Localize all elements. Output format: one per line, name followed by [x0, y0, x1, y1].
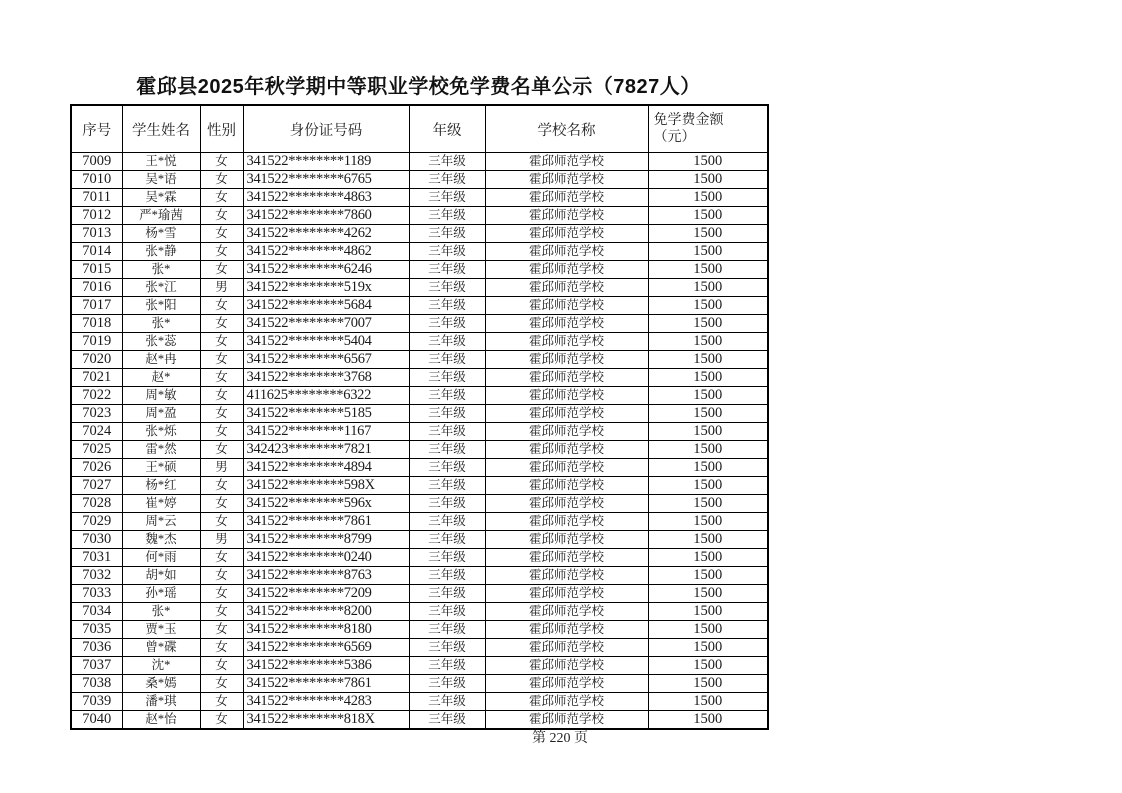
id-cell: 341522********519x	[243, 279, 409, 297]
amount-cell: 1500	[648, 711, 768, 730]
grade-cell: 三年级	[409, 657, 485, 675]
amount-cell: 1500	[648, 675, 768, 693]
table-body	[71, 153, 768, 730]
amount-cell: 1500	[648, 387, 768, 405]
name-cell: 赵*怡	[122, 711, 200, 730]
amount-cell: 1500	[648, 459, 768, 477]
id-cell: 341522********1167	[243, 423, 409, 441]
id-cell: 411625********6322	[243, 387, 409, 405]
serial-cell: 7038	[71, 675, 122, 693]
table-row	[71, 477, 768, 495]
id-cell: 341522********8200	[243, 603, 409, 621]
table-row	[71, 225, 768, 243]
table-row	[71, 531, 768, 549]
page-title: 霍邱县2025年秋学期中等职业学校免学费名单公示（7827人）	[136, 76, 701, 98]
serial-cell: 7021	[71, 369, 122, 387]
header-grade: 年级	[409, 105, 485, 153]
school-cell: 霍邱师范学校	[485, 387, 648, 405]
id-cell: 341522********7209	[243, 585, 409, 603]
school-cell: 霍邱师范学校	[485, 513, 648, 531]
school-cell: 霍邱师范学校	[485, 531, 648, 549]
id-cell: 341522********8763	[243, 567, 409, 585]
amount-cell: 1500	[648, 603, 768, 621]
serial-cell: 7010	[71, 171, 122, 189]
amount-cell: 1500	[648, 693, 768, 711]
table-row	[71, 459, 768, 477]
school-cell: 霍邱师范学校	[485, 693, 648, 711]
gender-cell: 女	[200, 369, 243, 387]
gender-cell: 女	[200, 567, 243, 585]
school-cell: 霍邱师范学校	[485, 207, 648, 225]
table-row	[71, 621, 768, 639]
gender-cell: 女	[200, 171, 243, 189]
table-row	[71, 279, 768, 297]
gender-cell: 女	[200, 153, 243, 171]
table-row	[71, 261, 768, 279]
exemption-roster-table	[70, 104, 769, 730]
grade-cell: 三年级	[409, 567, 485, 585]
name-cell: 张*阳	[122, 297, 200, 315]
id-cell: 341522********7860	[243, 207, 409, 225]
table-row	[71, 441, 768, 459]
amount-cell: 1500	[648, 315, 768, 333]
table-row	[71, 189, 768, 207]
school-cell: 霍邱师范学校	[485, 657, 648, 675]
gender-cell: 女	[200, 549, 243, 567]
table-row	[71, 369, 768, 387]
name-cell: 王*硕	[122, 459, 200, 477]
name-cell: 吴*霖	[122, 189, 200, 207]
gender-cell: 女	[200, 495, 243, 513]
name-cell: 胡*如	[122, 567, 200, 585]
amount-cell: 1500	[648, 657, 768, 675]
serial-cell: 7025	[71, 441, 122, 459]
name-cell: 雷*然	[122, 441, 200, 459]
grade-cell: 三年级	[409, 459, 485, 477]
grade-cell: 三年级	[409, 225, 485, 243]
id-cell: 341522********6567	[243, 351, 409, 369]
grade-cell: 三年级	[409, 693, 485, 711]
id-cell: 341522********6569	[243, 639, 409, 657]
gender-cell: 男	[200, 459, 243, 477]
grade-cell: 三年级	[409, 423, 485, 441]
school-cell: 霍邱师范学校	[485, 369, 648, 387]
name-cell: 张*江	[122, 279, 200, 297]
serial-cell: 7026	[71, 459, 122, 477]
grade-cell: 三年级	[409, 477, 485, 495]
school-cell: 霍邱师范学校	[485, 243, 648, 261]
table-row	[71, 513, 768, 531]
id-cell: 341522********7861	[243, 675, 409, 693]
amount-cell: 1500	[648, 513, 768, 531]
name-cell: 周*敏	[122, 387, 200, 405]
table-row	[71, 153, 768, 171]
id-cell: 341522********3768	[243, 369, 409, 387]
name-cell: 张*烁	[122, 423, 200, 441]
gender-cell: 女	[200, 225, 243, 243]
grade-cell: 三年级	[409, 711, 485, 730]
header-student-name: 学生姓名	[122, 105, 200, 153]
grade-cell: 三年级	[409, 585, 485, 603]
grade-cell: 三年级	[409, 189, 485, 207]
serial-cell: 7031	[71, 549, 122, 567]
serial-cell: 7030	[71, 531, 122, 549]
school-cell: 霍邱师范学校	[485, 567, 648, 585]
school-cell: 霍邱师范学校	[485, 603, 648, 621]
serial-cell: 7029	[71, 513, 122, 531]
school-cell: 霍邱师范学校	[485, 279, 648, 297]
school-cell: 霍邱师范学校	[485, 441, 648, 459]
school-cell: 霍邱师范学校	[485, 153, 648, 171]
school-cell: 霍邱师范学校	[485, 351, 648, 369]
grade-cell: 三年级	[409, 243, 485, 261]
name-cell: 曾*碟	[122, 639, 200, 657]
id-cell: 341522********4862	[243, 243, 409, 261]
grade-cell: 三年级	[409, 153, 485, 171]
gender-cell: 女	[200, 261, 243, 279]
grade-cell: 三年级	[409, 549, 485, 567]
name-cell: 桑*嫣	[122, 675, 200, 693]
table-row	[71, 711, 768, 730]
school-cell: 霍邱师范学校	[485, 495, 648, 513]
gender-cell: 女	[200, 243, 243, 261]
grade-cell: 三年级	[409, 279, 485, 297]
grade-cell: 三年级	[409, 531, 485, 549]
amount-cell: 1500	[648, 441, 768, 459]
gender-cell: 女	[200, 423, 243, 441]
table-row	[71, 243, 768, 261]
school-cell: 霍邱师范学校	[485, 297, 648, 315]
amount-cell: 1500	[648, 423, 768, 441]
table-row	[71, 585, 768, 603]
gender-cell: 女	[200, 711, 243, 730]
school-cell: 霍邱师范学校	[485, 477, 648, 495]
school-cell: 霍邱师范学校	[485, 261, 648, 279]
gender-cell: 女	[200, 513, 243, 531]
amount-cell: 1500	[648, 189, 768, 207]
table-row	[71, 333, 768, 351]
serial-cell: 7012	[71, 207, 122, 225]
school-cell: 霍邱师范学校	[485, 315, 648, 333]
amount-cell: 1500	[648, 243, 768, 261]
table-row	[71, 171, 768, 189]
amount-cell: 1500	[648, 153, 768, 171]
id-cell: 341522********7007	[243, 315, 409, 333]
amount-cell: 1500	[648, 621, 768, 639]
table-row	[71, 207, 768, 225]
amount-cell: 1500	[648, 279, 768, 297]
id-cell: 341522********5386	[243, 657, 409, 675]
amount-cell: 1500	[648, 351, 768, 369]
grade-cell: 三年级	[409, 351, 485, 369]
id-cell: 341522********5404	[243, 333, 409, 351]
amount-cell: 1500	[648, 333, 768, 351]
amount-cell: 1500	[648, 639, 768, 657]
gender-cell: 女	[200, 603, 243, 621]
gender-cell: 女	[200, 675, 243, 693]
page-number: 第 220 页	[532, 731, 588, 746]
id-cell: 341522********1189	[243, 153, 409, 171]
table-row	[71, 315, 768, 333]
id-cell: 341522********8180	[243, 621, 409, 639]
school-cell: 霍邱师范学校	[485, 189, 648, 207]
grade-cell: 三年级	[409, 297, 485, 315]
grade-cell: 三年级	[409, 639, 485, 657]
header-row	[71, 105, 768, 153]
grade-cell: 三年级	[409, 171, 485, 189]
serial-cell: 7024	[71, 423, 122, 441]
id-cell: 342423********7821	[243, 441, 409, 459]
serial-cell: 7016	[71, 279, 122, 297]
amount-cell: 1500	[648, 207, 768, 225]
id-cell: 341522********818X	[243, 711, 409, 730]
table-row	[71, 387, 768, 405]
id-cell: 341522********6246	[243, 261, 409, 279]
serial-cell: 7027	[71, 477, 122, 495]
gender-cell: 女	[200, 315, 243, 333]
name-cell: 赵*冉	[122, 351, 200, 369]
header-exemption-amount-line2: （元）	[653, 130, 696, 145]
amount-cell: 1500	[648, 567, 768, 585]
serial-cell: 7037	[71, 657, 122, 675]
header-school-name: 学校名称	[485, 105, 648, 153]
id-cell: 341522********5684	[243, 297, 409, 315]
school-cell: 霍邱师范学校	[485, 225, 648, 243]
amount-cell: 1500	[648, 531, 768, 549]
id-cell: 341522********0240	[243, 549, 409, 567]
serial-cell: 7017	[71, 297, 122, 315]
gender-cell: 女	[200, 207, 243, 225]
serial-cell: 7020	[71, 351, 122, 369]
gender-cell: 女	[200, 189, 243, 207]
id-cell: 341522********4262	[243, 225, 409, 243]
name-cell: 周*云	[122, 513, 200, 531]
name-cell: 杨*雪	[122, 225, 200, 243]
school-cell: 霍邱师范学校	[485, 675, 648, 693]
name-cell: 魏*杰	[122, 531, 200, 549]
amount-cell: 1500	[648, 477, 768, 495]
gender-cell: 女	[200, 405, 243, 423]
table-row	[71, 495, 768, 513]
name-cell: 张*	[122, 315, 200, 333]
amount-cell: 1500	[648, 297, 768, 315]
name-cell: 张*蕊	[122, 333, 200, 351]
grade-cell: 三年级	[409, 495, 485, 513]
grade-cell: 三年级	[409, 315, 485, 333]
serial-cell: 7014	[71, 243, 122, 261]
serial-cell: 7036	[71, 639, 122, 657]
table-row	[71, 423, 768, 441]
grade-cell: 三年级	[409, 207, 485, 225]
school-cell: 霍邱师范学校	[485, 585, 648, 603]
gender-cell: 女	[200, 621, 243, 639]
school-cell: 霍邱师范学校	[485, 549, 648, 567]
grade-cell: 三年级	[409, 387, 485, 405]
table-row	[71, 675, 768, 693]
serial-cell: 7022	[71, 387, 122, 405]
table-row	[71, 567, 768, 585]
school-cell: 霍邱师范学校	[485, 423, 648, 441]
gender-cell: 女	[200, 585, 243, 603]
grade-cell: 三年级	[409, 603, 485, 621]
school-cell: 霍邱师范学校	[485, 171, 648, 189]
serial-cell: 7033	[71, 585, 122, 603]
gender-cell: 女	[200, 297, 243, 315]
school-cell: 霍邱师范学校	[485, 711, 648, 730]
amount-cell: 1500	[648, 495, 768, 513]
table-row	[71, 639, 768, 657]
id-cell: 341522********4283	[243, 693, 409, 711]
table-row	[71, 297, 768, 315]
serial-cell: 7034	[71, 603, 122, 621]
name-cell: 潘*琪	[122, 693, 200, 711]
name-cell: 张*	[122, 603, 200, 621]
id-cell: 341522********598X	[243, 477, 409, 495]
amount-cell: 1500	[648, 585, 768, 603]
name-cell: 张*静	[122, 243, 200, 261]
school-cell: 霍邱师范学校	[485, 333, 648, 351]
table-row	[71, 351, 768, 369]
serial-cell: 7019	[71, 333, 122, 351]
header-gender: 性别	[200, 105, 243, 153]
gender-cell: 男	[200, 531, 243, 549]
serial-cell: 7023	[71, 405, 122, 423]
amount-cell: 1500	[648, 405, 768, 423]
grade-cell: 三年级	[409, 369, 485, 387]
grade-cell: 三年级	[409, 333, 485, 351]
gender-cell: 女	[200, 639, 243, 657]
serial-cell: 7039	[71, 693, 122, 711]
id-cell: 341522********4863	[243, 189, 409, 207]
name-cell: 赵*	[122, 369, 200, 387]
table-header	[71, 105, 768, 153]
grade-cell: 三年级	[409, 675, 485, 693]
grade-cell: 三年级	[409, 405, 485, 423]
header-serial: 序号	[71, 105, 122, 153]
school-cell: 霍邱师范学校	[485, 405, 648, 423]
amount-cell: 1500	[648, 225, 768, 243]
name-cell: 沈*	[122, 657, 200, 675]
serial-cell: 7011	[71, 189, 122, 207]
amount-cell: 1500	[648, 549, 768, 567]
name-cell: 吴*语	[122, 171, 200, 189]
serial-cell: 7032	[71, 567, 122, 585]
name-cell: 王*悦	[122, 153, 200, 171]
name-cell: 严*瑜茜	[122, 207, 200, 225]
gender-cell: 女	[200, 657, 243, 675]
grade-cell: 三年级	[409, 261, 485, 279]
serial-cell: 7009	[71, 153, 122, 171]
header-id-number: 身份证号码	[243, 105, 409, 153]
header-exemption-amount-line1: 免学费金额	[653, 112, 724, 128]
school-cell: 霍邱师范学校	[485, 639, 648, 657]
gender-cell: 女	[200, 351, 243, 369]
table-row	[71, 693, 768, 711]
gender-cell: 男	[200, 279, 243, 297]
name-cell: 贾*玉	[122, 621, 200, 639]
amount-cell: 1500	[648, 369, 768, 387]
name-cell: 何*雨	[122, 549, 200, 567]
table-row	[71, 405, 768, 423]
serial-cell: 7028	[71, 495, 122, 513]
serial-cell: 7015	[71, 261, 122, 279]
name-cell: 张*	[122, 261, 200, 279]
amount-cell: 1500	[648, 171, 768, 189]
grade-cell: 三年级	[409, 621, 485, 639]
id-cell: 341522********596x	[243, 495, 409, 513]
id-cell: 341522********7861	[243, 513, 409, 531]
name-cell: 崔*婷	[122, 495, 200, 513]
gender-cell: 女	[200, 387, 243, 405]
id-cell: 341522********4894	[243, 459, 409, 477]
table-row	[71, 549, 768, 567]
id-cell: 341522********6765	[243, 171, 409, 189]
name-cell: 杨*红	[122, 477, 200, 495]
gender-cell: 女	[200, 693, 243, 711]
gender-cell: 女	[200, 333, 243, 351]
name-cell: 孙*瑶	[122, 585, 200, 603]
table-row	[71, 657, 768, 675]
name-cell: 周*盈	[122, 405, 200, 423]
id-cell: 341522********5185	[243, 405, 409, 423]
school-cell: 霍邱师范学校	[485, 621, 648, 639]
serial-cell: 7035	[71, 621, 122, 639]
header-exemption-amount	[648, 105, 768, 153]
serial-cell: 7040	[71, 711, 122, 730]
id-cell: 341522********8799	[243, 531, 409, 549]
grade-cell: 三年级	[409, 441, 485, 459]
gender-cell: 女	[200, 477, 243, 495]
serial-cell: 7018	[71, 315, 122, 333]
grade-cell: 三年级	[409, 513, 485, 531]
table-row	[71, 603, 768, 621]
gender-cell: 女	[200, 441, 243, 459]
serial-cell: 7013	[71, 225, 122, 243]
amount-cell: 1500	[648, 261, 768, 279]
school-cell: 霍邱师范学校	[485, 459, 648, 477]
